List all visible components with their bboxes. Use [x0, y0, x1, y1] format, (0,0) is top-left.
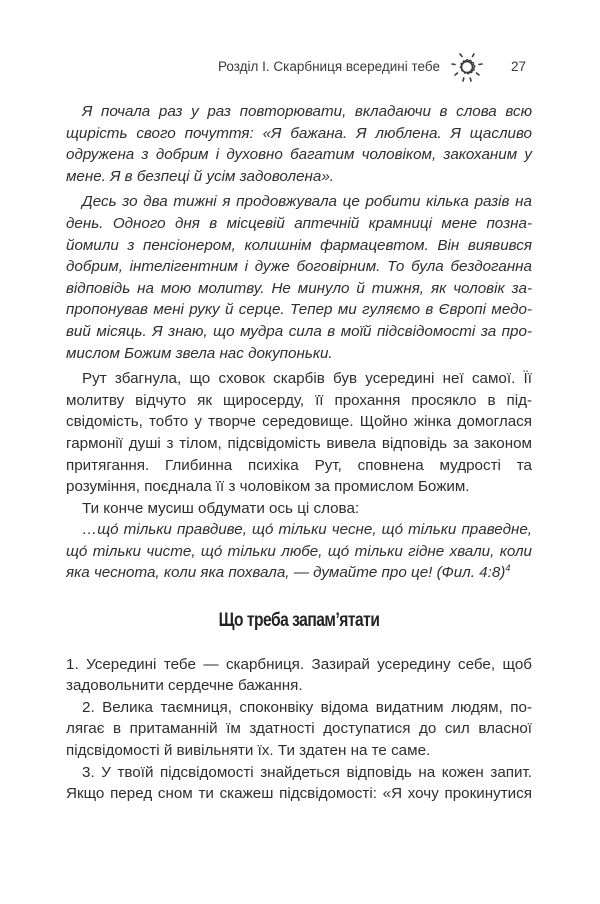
summary-item: 2. Велика таємниця, споконвіку відома видатним людям, полягає в притаманній їм здатності доступатися до сил власної підсвідомості й вивільняти їх. Ти здатен на те саме.: [66, 698, 532, 760]
scripture-quote: [66, 519, 532, 584]
footnote-marker: 4: [505, 563, 511, 574]
paragraph-ruth: Рут збагнула, що сховок скарбів був усередині неї самої. Її молитву відчуто як щиросерду, її прохання просякло в підсвідомість, тобто у творче середовище. Щойно жінка домоглася гармонії душі з тілом, підсвідомість вивела відповідь за законом притягання. Глибинна психіка Рут, сповнена мудрості та розуміння, поєднала її з чоловіком за промислом Божим.: [66, 370, 532, 496]
sun-icon: [447, 52, 487, 82]
scripture-quote-text: …що́ тільки правдиве, що́ тільки чесне, що́ тільки праведне, що́ тільки чисте, що́ тільки любе, що́ тільки гідне хвали, коли яка чеснота, коли яка похвала, — думайте про це! (Фил. 4:8): [66, 521, 532, 582]
chapter-title: Розділ I. Скарбниця всередині тебе: [217, 59, 440, 74]
paragraph-story: Десь зо два тижні я продовжувала це робити кілька разів на день. Одного дня в місцевій аптечній крамниці мене познайомили з пенсіонером, колишнім фармацевтом. Він виявився добрим, інтелігентним і дуже боговірним. То була бездоганна відповідь на мою молитву. Не минуло й тижня, як чоловік запропонував мені руку й серце. Тепер ми гуляємо в Європі медовий місяць. Я знаю, що мудра сила в моїй підсвідомості за промислом Божим звела нас докупоньки.: [66, 193, 532, 362]
summary-item: 1. Усередині тебе — скарбниця. Зазирай усередину себе, щоб задовольнити сердечне бажання.: [66, 655, 532, 695]
section-title: Що треба запам’ятати: [218, 610, 380, 632]
page-number: 27: [511, 59, 527, 74]
page-body: [66, 101, 532, 805]
paragraph-quote-prayer: Я почала раз у раз повторювати, вкладаючи в слова всю щирість свого почуття: «Я бажана. Я люблена. Я щасливо одружена з добрим і духовно багатим чоловіком, закоханим у мене. Я в безпеці й усім задоволена».: [66, 103, 532, 185]
summary-item: 3. У твоїй підсвідомості знайдеться відповідь на кожен запит. Якщо перед сном ти скажеш підсвідомості: «Я хочу прокинутися: [66, 763, 532, 803]
running-header: [0, 52, 600, 82]
paragraph-intro-quote: Ти конче мусиш обдумати ось ці слова:: [82, 499, 360, 517]
